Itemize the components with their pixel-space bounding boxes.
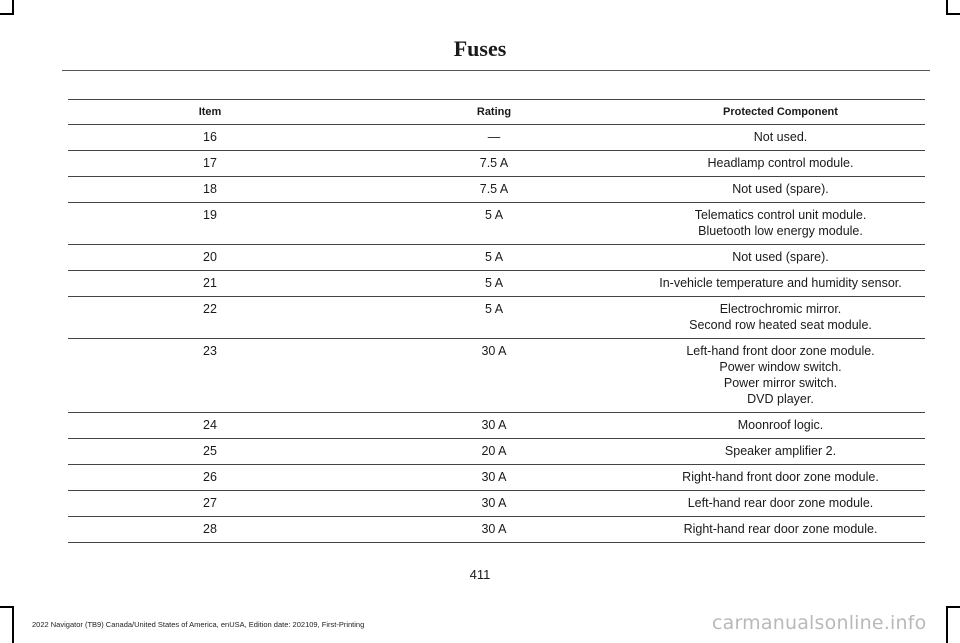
component-line: Power mirror switch.	[723, 376, 838, 390]
cell-protected-component	[636, 491, 925, 517]
cell-item: 25	[68, 439, 352, 465]
component-line: DVD player.	[747, 392, 814, 406]
table-row	[68, 271, 925, 297]
cell-protected-component	[636, 517, 925, 543]
title-divider	[62, 70, 930, 71]
cell-rating: 30 A	[352, 339, 636, 413]
component-line: Not used (spare).	[732, 182, 829, 196]
cell-rating: 30 A	[352, 465, 636, 491]
fuse-table	[68, 99, 925, 543]
cell-protected-component	[636, 297, 925, 339]
cell-rating: 30 A	[352, 413, 636, 439]
table-row	[68, 491, 925, 517]
crop-mark-top-right-h	[946, 13, 960, 15]
cell-rating: 5 A	[352, 203, 636, 245]
page-title: Fuses	[453, 36, 507, 61]
table-row	[68, 203, 925, 245]
table-row	[68, 125, 925, 151]
cell-item: 21	[68, 271, 352, 297]
crop-mark-top-left-v	[12, 0, 14, 14]
column-header-rating: Rating	[352, 100, 636, 125]
column-header-protected-component: Protected Component	[636, 100, 925, 125]
table-row	[68, 465, 925, 491]
cell-rating: 20 A	[352, 439, 636, 465]
cell-item: 18	[68, 177, 352, 203]
cell-protected-component	[636, 439, 925, 465]
cell-item: 16	[68, 125, 352, 151]
cell-item: 27	[68, 491, 352, 517]
cell-rating: 5 A	[352, 271, 636, 297]
footer-edition-text: 2022 Navigator (TB9) Canada/United States of America, enUSA, Edition date: 202109, First-Printing	[32, 620, 365, 629]
crop-mark-top-left-h	[0, 13, 14, 15]
component-line: Left-hand front door zone module.	[686, 344, 875, 358]
cell-rating: 7.5 A	[352, 177, 636, 203]
table-row	[68, 177, 925, 203]
component-line: Power window switch.	[719, 360, 842, 374]
component-line: Left-hand rear door zone module.	[687, 496, 874, 510]
cell-rating: 5 A	[352, 245, 636, 271]
table-body	[68, 125, 925, 543]
cell-protected-component	[636, 413, 925, 439]
cell-protected-component	[636, 151, 925, 177]
cell-protected-component	[636, 339, 925, 413]
crop-mark-bottom-right-v	[946, 606, 948, 643]
cell-rating: 5 A	[352, 297, 636, 339]
cell-rating: 30 A	[352, 491, 636, 517]
cell-item: 17	[68, 151, 352, 177]
table-row	[68, 297, 925, 339]
component-line: Right-hand front door zone module.	[682, 470, 879, 484]
component-line: Right-hand rear door zone module.	[683, 522, 878, 536]
component-line: Telematics control unit module.	[694, 208, 867, 222]
table-row	[68, 339, 925, 413]
component-line: Not used.	[753, 130, 808, 144]
cell-item: 23	[68, 339, 352, 413]
cell-protected-component	[636, 271, 925, 297]
cell-protected-component	[636, 203, 925, 245]
component-line: Second row heated seat module.	[689, 318, 872, 332]
cell-protected-component	[636, 177, 925, 203]
table-row	[68, 439, 925, 465]
component-line: Moonroof logic.	[737, 418, 824, 432]
component-line: Bluetooth low energy module.	[698, 224, 863, 238]
component-line: Speaker amplifier 2.	[724, 444, 837, 458]
cell-item: 24	[68, 413, 352, 439]
crop-mark-top-right-v	[946, 0, 948, 14]
table-row	[68, 151, 925, 177]
cell-rating: 30 A	[352, 517, 636, 543]
cell-protected-component	[636, 125, 925, 151]
component-line: Headlamp control module.	[707, 156, 854, 170]
cell-item: 28	[68, 517, 352, 543]
component-line: In-vehicle temperature and humidity sensor.	[659, 276, 902, 290]
column-header-item: Item	[68, 100, 352, 125]
page-number: 411	[469, 567, 491, 582]
table-row	[68, 245, 925, 271]
table-header-row	[68, 100, 925, 125]
cell-item: 22	[68, 297, 352, 339]
cell-item: 19	[68, 203, 352, 245]
crop-mark-bottom-left-v	[12, 606, 14, 643]
cell-protected-component	[636, 245, 925, 271]
cell-item: 26	[68, 465, 352, 491]
component-line: Not used (spare).	[732, 250, 829, 264]
crop-mark-bottom-left-h	[0, 606, 14, 608]
component-line: Electrochromic mirror.	[719, 302, 842, 316]
crop-mark-bottom-right-h	[946, 606, 960, 608]
table-row	[68, 413, 925, 439]
cell-item: 20	[68, 245, 352, 271]
cell-rating: 7.5 A	[352, 151, 636, 177]
cell-rating: —	[352, 125, 636, 151]
watermark: carmanualsonline.info	[712, 612, 927, 634]
cell-protected-component	[636, 465, 925, 491]
table-row	[68, 517, 925, 543]
